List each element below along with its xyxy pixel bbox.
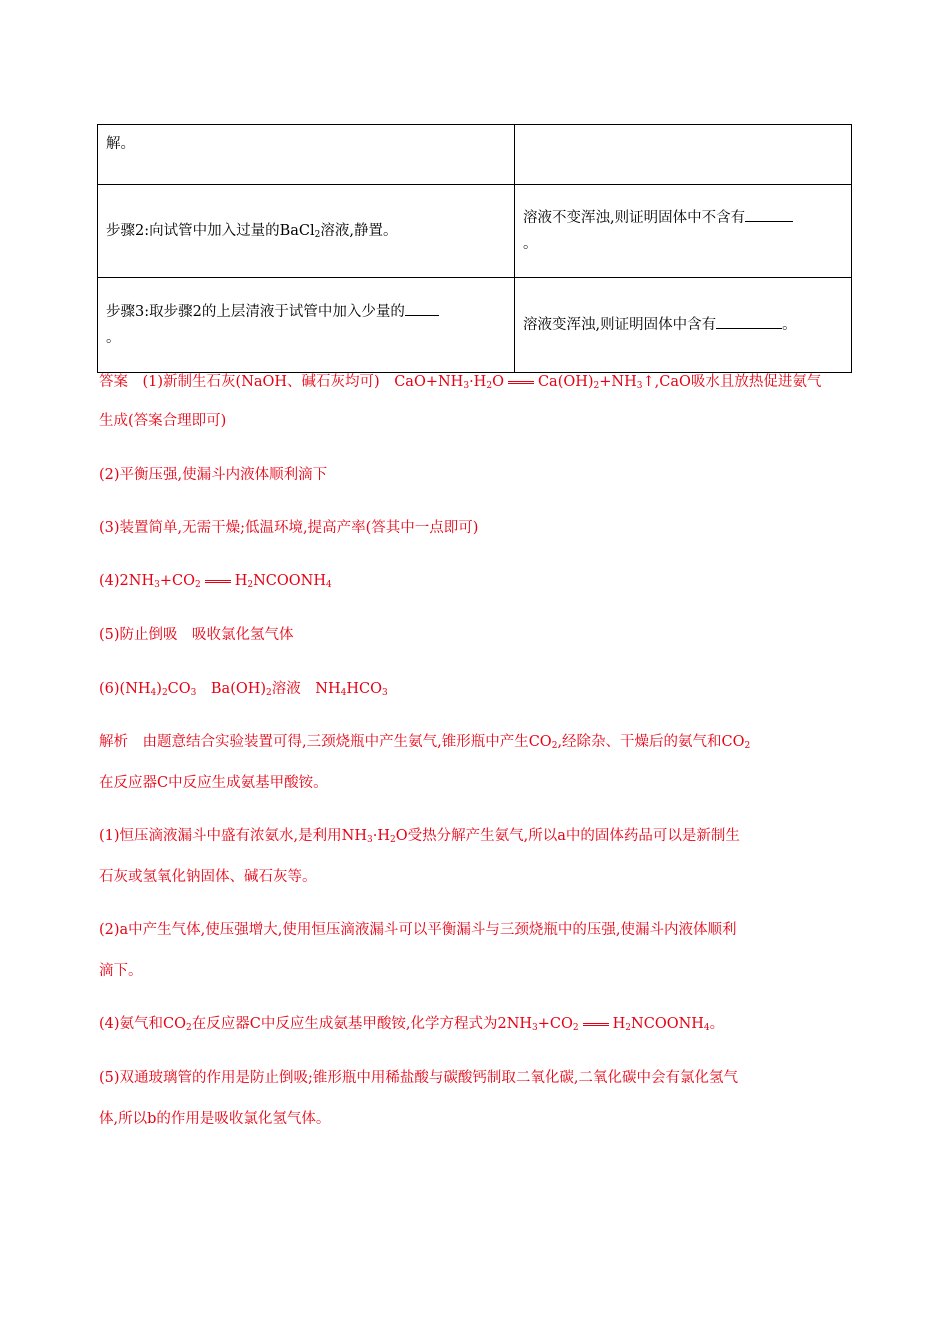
analysis-line-3: (1)恒压滴液漏斗中盛有浓氨水,是利用$NH_3\cdot H_2O$受热分解产生氨气,所以a中的固体药品可以是新制生 [99,828,740,845]
table-cell [98,125,515,185]
reaction-equals-sign [508,381,534,384]
answer-line-7: $(6)(NH_4)_2CO_3$ $Ba(OH)_2$溶液 $NH_4HCO_3$ [99,681,388,698]
result2-text: 溶液不变浑浊,则证明固体中不含有 [523,210,746,226]
table-cell [98,185,515,278]
answer-line-5: $(4)2NH_3+CO_2$ $H_2NCOONH_4$ [99,573,332,590]
subscript: 2 [314,230,321,240]
analysis-line-9: 体,所以b的作用是吸收氯化氢气体。 [99,1111,331,1127]
fill-blank [745,206,793,222]
analysis-line-5: (2)a中产生气体,使压强增大,使用恒压滴液漏斗可以平衡漏斗与三颈烧瓶中的压强,使漏斗内液体顺利 [99,922,737,938]
analysis-line-1: 解析 由题意结合实验装置可得,三颈烧瓶中产生氨气,锥形瓶中产生$CO_2$,经除杂、干燥后的氨气和$CO_2$ [99,734,751,751]
experiment-steps-table [97,124,852,373]
table-cell [98,278,515,373]
table-cell [515,278,852,373]
analysis-line-2: 在反应器C中反应生成氨基甲酸铵。 [99,775,328,791]
cell-text: 解。 [106,136,135,152]
step3-text: 步骤3:取步骤2的上层清液于试管中加入少量的 [106,304,405,320]
fill-blank [716,313,782,329]
reaction-equals-sign [583,1023,609,1026]
table-cell-empty [515,125,852,185]
result3-text-end: 。 [782,317,797,333]
reaction-equals-sign [205,580,231,583]
analysis-line-6: 滴下。 [99,963,143,979]
answer-line-6: (5)防止倒吸 吸收氯化氢气体 [99,627,294,643]
step3-text-end: 。 [106,330,121,346]
analysis-line-7: (4)氨气和$CO_2$在反应器C中反应生成氨基甲酸铵,化学方程式为$2NH_3+CO_2$ $H_2NCOONH_4$。 [99,1016,725,1033]
analysis-line-8: (5)双通玻璃管的作用是防止倒吸;锥形瓶中用稀盐酸与碳酸钙制取二氧化碳,二氧化碳中会有氯化氢气 [99,1070,739,1086]
answer-line-2: 生成(答案合理即可) [99,413,227,429]
table-cell [515,185,852,278]
step2-text-end: 溶液,静置。 [320,223,398,239]
answer-line-1: 答案 (1)新制生石灰(NaOH、碱石灰均可) $CaO+NH_3\cdot H_2O$ $Ca(OH)_2+NH_3↑,CaO$吸水且放热促进氨气 [99,374,822,391]
analysis-line-4: 石灰或氢氧化钠固体、碱石灰等。 [99,869,317,885]
fill-blank [405,300,439,316]
answer-line-4: (3)装置简单,无需干燥;低温环境,提高产率(答其中一点即可) [99,520,479,536]
step2-text: 步骤2:向试管中加入过量的BaCl [106,223,315,239]
answer-line-3: (2)平衡压强,使漏斗内液体顺利滴下 [99,467,328,483]
result3-text: 溶液变浑浊,则证明固体中含有 [523,317,717,333]
result2-text-end: 。 [523,236,538,252]
